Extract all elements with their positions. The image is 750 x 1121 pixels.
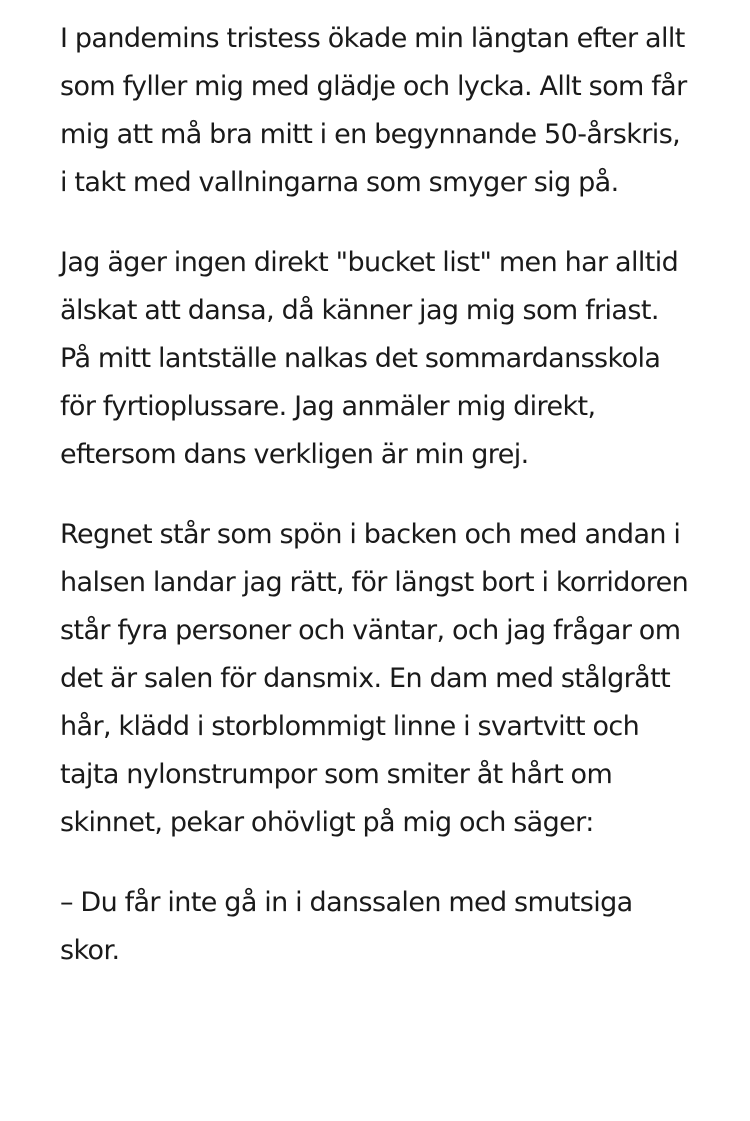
article-paragraph-4: – Du får inte gå in i danssalen med smutsiga skor. — [60, 887, 633, 966]
article-paragraph-3: Regnet står som spön i backen och med andan i halsen landar jag rätt, för längst bort i korridoren står fyra personer och väntar, och jag frågar om det är salen för dansmix. En dam med stålgrått hår, klädd i storblommigt linne i svartvitt och tajta nylonstrumpor som smiter åt hårt om skinnet, pekar ohövligt på mig och säger: — [60, 519, 689, 838]
article-paragraph-2: Jag äger ingen direkt "bucket list" men har alltid älskat att dansa, då känner jag mig som friast. På mitt lantställe nalkas det sommardansskola för fyrtioplussare. Jag anmäler mig direkt, eftersom dans verkligen är min grej. — [60, 247, 679, 470]
article-body — [60, 15, 690, 975]
article-paragraph-1: I pandemins tristess ökade min längtan efter allt som fyller mig med glädje och lycka. Allt som får mig att må bra mitt i en begynnande 50-årskris, i takt med vallningarna som smyger sig på. — [60, 23, 687, 198]
